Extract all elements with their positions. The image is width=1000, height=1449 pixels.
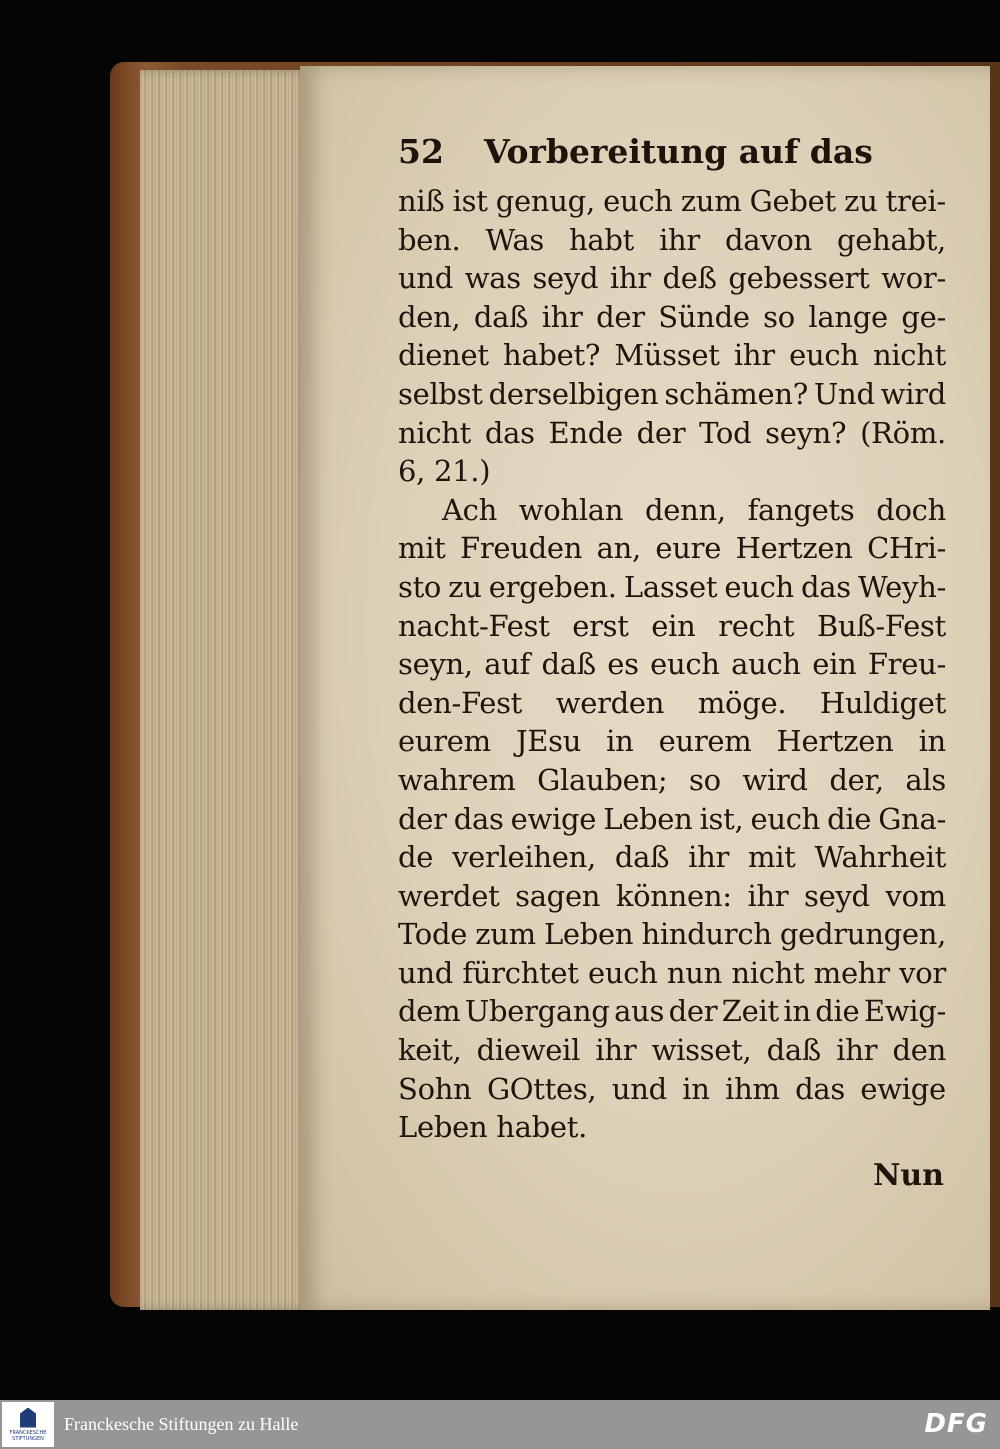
running-head: [398, 132, 938, 176]
text-line: den-Fest werden möge. Huldiget: [398, 685, 946, 720]
text-line: ben. Was habt ihr davon gehabt,: [398, 222, 946, 257]
text-line: nicht das Ende der Tod seyn? (Röm.: [398, 415, 946, 450]
text-line: wahrem Glauben; so wird der, als: [398, 762, 946, 797]
text-line: Sohn GOttes, und in ihm das ewige: [398, 1071, 946, 1106]
running-head-title: Vorbereitung auf das: [483, 132, 873, 171]
text-line: niß ist genug, euch zum Gebet zu trei-: [398, 184, 946, 218]
logo-text: FRANCKESCHE STIFTUNGEN: [9, 1429, 47, 1442]
text-line: eurem JEsu in eurem Hertzen in: [398, 724, 946, 759]
text-line: nacht-Fest erst ein recht Buß-Fest: [398, 608, 946, 643]
text-line: selbst derselbigen schämen? Und wird: [398, 376, 946, 411]
catchword: Nun: [872, 1158, 944, 1193]
dfg-logo[interactable]: DFG: [924, 1409, 988, 1439]
text-line: und was seyd ihr deß gebessert wor-: [398, 261, 946, 296]
text-line: sto zu ergeben. Lasset euch das Weyh-: [398, 569, 946, 604]
text-line: dienet habet? Müsset ihr euch nicht: [398, 338, 946, 373]
viewer-footer: [0, 1400, 1000, 1449]
building-icon: [20, 1408, 36, 1428]
body-text: [398, 182, 946, 1147]
text-line: werdet sagen können: ihr seyd vom: [398, 878, 946, 913]
text-line: keit, dieweil ihr wisset, daß ihr den: [398, 1033, 946, 1068]
text-line: de verleihen, daß ihr mit Wahrheit: [398, 840, 946, 875]
text-line: Tode zum Leben hindurch gedrungen,: [398, 917, 946, 952]
text-line: seyn, auf daß es euch auch ein Freu-: [398, 647, 946, 682]
text-line: den, daß ihr der Sünde so lange ge-: [398, 299, 946, 334]
text-line: Leben habet.: [398, 1110, 588, 1145]
page-edges: [140, 70, 310, 1310]
text-line: der das ewige Leben ist, euch die Gna-: [398, 801, 946, 836]
text-line: Ach wohlan denn, fangets doch: [442, 492, 946, 527]
text-line: und fürchtet euch nun nicht mehr vor: [398, 955, 946, 990]
page-number: 52: [398, 132, 444, 171]
text-line: mit Freuden an, eure Hertzen CHri-: [398, 531, 946, 566]
institution-logo[interactable]: [2, 1402, 54, 1447]
text-line: dem Ubergang aus der Zeit in die Ewig-: [398, 994, 946, 1029]
institution-name[interactable]: Franckesche Stiftungen zu Halle: [64, 1414, 299, 1434]
text-line: 6, 21.): [398, 454, 491, 489]
